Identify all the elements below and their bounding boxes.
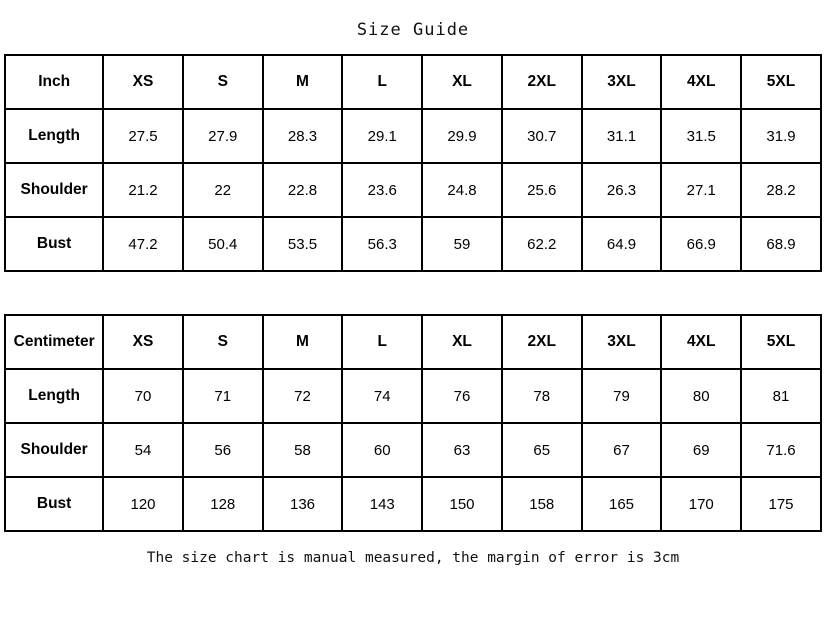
cell: 165	[582, 477, 662, 531]
cell: 136	[263, 477, 343, 531]
row-label: Length	[5, 109, 103, 163]
cell: 71.6	[741, 423, 821, 477]
cell: 28.3	[263, 109, 343, 163]
row-label: Shoulder	[5, 163, 103, 217]
cell: 56	[183, 423, 263, 477]
unit-label-inch: Inch	[5, 55, 103, 109]
cell: 70	[103, 369, 183, 423]
table-row	[5, 217, 821, 271]
cell: 78	[502, 369, 582, 423]
column-header: S	[183, 315, 263, 369]
cell: 25.6	[502, 163, 582, 217]
cell: 79	[582, 369, 662, 423]
cell: 81	[741, 369, 821, 423]
column-header: 5XL	[741, 55, 821, 109]
cell: 170	[661, 477, 741, 531]
table-row	[5, 477, 821, 531]
table-row	[5, 369, 821, 423]
cell: 26.3	[582, 163, 662, 217]
table-row	[5, 423, 821, 477]
cell: 24.8	[422, 163, 502, 217]
cell: 150	[422, 477, 502, 531]
cell: 63	[422, 423, 502, 477]
cell: 175	[741, 477, 821, 531]
column-header: XS	[103, 315, 183, 369]
cell: 27.5	[103, 109, 183, 163]
column-header: 2XL	[502, 315, 582, 369]
row-label: Bust	[5, 477, 103, 531]
cell: 60	[342, 423, 422, 477]
size-table-centimeter	[4, 314, 822, 532]
cell: 27.9	[183, 109, 263, 163]
cell: 54	[103, 423, 183, 477]
cell: 58	[263, 423, 343, 477]
column-header: L	[342, 315, 422, 369]
column-header: XL	[422, 55, 502, 109]
cell: 22.8	[263, 163, 343, 217]
row-label: Shoulder	[5, 423, 103, 477]
column-header: 5XL	[741, 315, 821, 369]
table-gap	[0, 272, 826, 314]
cell: 53.5	[263, 217, 343, 271]
cell: 80	[661, 369, 741, 423]
cell: 56.3	[342, 217, 422, 271]
cell: 31.9	[741, 109, 821, 163]
row-label: Length	[5, 369, 103, 423]
size-table-inch	[4, 54, 822, 272]
column-header: M	[263, 315, 343, 369]
cell: 76	[422, 369, 502, 423]
cell: 65	[502, 423, 582, 477]
cell: 50.4	[183, 217, 263, 271]
cell: 62.2	[502, 217, 582, 271]
column-header: 3XL	[582, 55, 662, 109]
cell: 23.6	[342, 163, 422, 217]
cell: 68.9	[741, 217, 821, 271]
cell: 30.7	[502, 109, 582, 163]
cell: 158	[502, 477, 582, 531]
cell: 120	[103, 477, 183, 531]
page-title: Size Guide	[356, 20, 470, 40]
cell: 21.2	[103, 163, 183, 217]
measurement-note: The size chart is manual measured, the margin of error is 3cm	[146, 550, 680, 566]
column-header: M	[263, 55, 343, 109]
cell: 29.9	[422, 109, 502, 163]
column-header: XS	[103, 55, 183, 109]
column-header: XL	[422, 315, 502, 369]
table-header-row	[5, 315, 821, 369]
cell: 64.9	[582, 217, 662, 271]
column-header: 2XL	[502, 55, 582, 109]
column-header: 4XL	[661, 315, 741, 369]
cell: 69	[661, 423, 741, 477]
cell: 31.1	[582, 109, 662, 163]
cell: 29.1	[342, 109, 422, 163]
cell: 71	[183, 369, 263, 423]
unit-label-centimeter: Centimeter	[5, 315, 103, 369]
cell: 28.2	[741, 163, 821, 217]
cell: 47.2	[103, 217, 183, 271]
cell: 22	[183, 163, 263, 217]
cell: 66.9	[661, 217, 741, 271]
table-header-row	[5, 55, 821, 109]
cell: 31.5	[661, 109, 741, 163]
table-row	[5, 109, 821, 163]
cell: 59	[422, 217, 502, 271]
column-header: L	[342, 55, 422, 109]
column-header: 4XL	[661, 55, 741, 109]
cell: 74	[342, 369, 422, 423]
cell: 128	[183, 477, 263, 531]
cell: 27.1	[661, 163, 741, 217]
column-header: S	[183, 55, 263, 109]
row-label: Bust	[5, 217, 103, 271]
table-row	[5, 163, 821, 217]
column-header: 3XL	[582, 315, 662, 369]
cell: 67	[582, 423, 662, 477]
cell: 143	[342, 477, 422, 531]
cell: 72	[263, 369, 343, 423]
